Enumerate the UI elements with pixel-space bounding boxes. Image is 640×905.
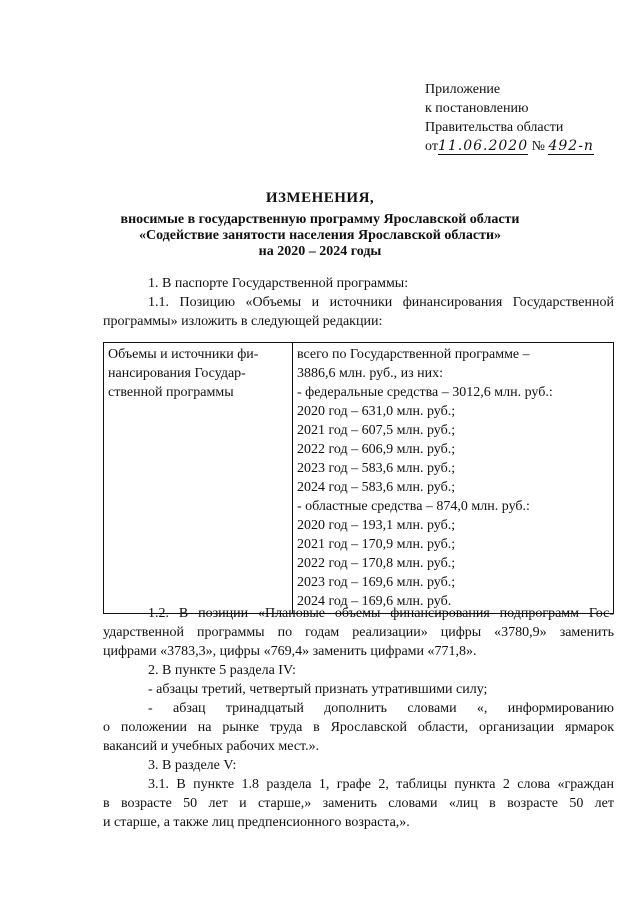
number-label: № (531, 139, 545, 154)
paragraph-1-2-line-3: цифрами «3783,3», цифры «769,4» заменить цифрами «771,8». (103, 644, 477, 659)
paragraph-2-b-line-3: вакансий и учебных рабочих мест.». (103, 739, 320, 754)
table-right-line: 2022 год – 606,9 млн. руб.; (297, 442, 456, 457)
paragraph-1: 1. В паспорте Государственной программы: (148, 276, 409, 291)
table-row (104, 343, 614, 614)
table-right-line: 3886,6 млн. руб., из них: (297, 366, 443, 381)
paragraph-2-a: - абзацы третий, четвертый признать утратившими силу; (148, 682, 488, 697)
table-right-line: 2021 год – 607,5 млн. руб.; (297, 423, 456, 438)
table-right-line: 2024 год – 583,6 млн. руб.; (297, 480, 456, 495)
paragraph-3-1-line-3: и старше, а также лиц предпенсионного возраста,». (103, 815, 410, 830)
from-label: от (425, 139, 438, 154)
handwritten-number: 492-п (548, 138, 594, 154)
table-cell-values (293, 343, 614, 614)
appendix-date-line (425, 137, 594, 156)
financing-table (103, 342, 614, 614)
table-right-line: - областные средства – 874,0 млн. руб.: (297, 499, 530, 514)
paragraph-1-2-line-1: 1.2. В позиции «Плановые объемы финансирования подпрограмм Гос- (148, 606, 614, 621)
table-right-line: 2023 год – 583,6 млн. руб.; (297, 461, 456, 476)
table-right-line: 2020 год – 631,0 млн. руб.; (297, 404, 456, 419)
table-right-line: 2020 год – 193,1 млн. руб.; (297, 518, 456, 533)
table-cell-label (104, 343, 293, 614)
paragraph-1-1-line-1: 1.1. Позицию «Объемы и источники финансирования Государственной (148, 295, 614, 310)
appendix-line-1: Приложение (425, 82, 501, 97)
table-right-line: 2021 год – 170,9 млн. руб.; (297, 537, 456, 552)
table-left-line: ственной программы (108, 385, 234, 400)
paragraph-1-1-line-2: программы» изложить в следующей редакции: (103, 314, 383, 329)
paragraph-1-2-line-2: ударственной программы по годам реализации» цифры «3780,9» заменить (103, 625, 614, 640)
paragraph-2-b-line-1: - абзац тринадцатый дополнить словами «, информированию (148, 701, 614, 716)
table-right-line: 2023 год – 169,6 млн. руб.; (297, 575, 456, 590)
paragraph-3-1-line-2: в возрасте 50 лет и старше,» заменить словами «лиц в возрасте 50 лет (103, 796, 614, 811)
table-right-line: 2024 год – 169,6 млн. руб. (297, 594, 452, 609)
title-line-3: «Содействие занятости населения Ярославской области» (138, 228, 502, 243)
table-left-line: нансирования Государ- (108, 366, 246, 381)
appendix-block (425, 80, 594, 156)
paragraph-2: 2. В пункте 5 раздела IV: (148, 663, 296, 678)
appendix-line-2: к постановлению (425, 101, 529, 116)
table-right-line: - федеральные средства – 3012,6 млн. руб.: (297, 385, 553, 400)
document-title (40, 190, 600, 260)
handwritten-date: 11.06.2020 (437, 138, 529, 154)
table-left-line: Объемы и источники фи- (108, 347, 259, 362)
title-line-2: вносимые в государственную программу Ярославской области (120, 212, 520, 227)
appendix-line-3: Правительства области (425, 120, 564, 135)
paragraph-3: 3. В разделе V: (148, 758, 237, 773)
title-heading: ИЗМЕНЕНИЯ, (265, 190, 375, 206)
paragraph-3-1-line-1: 3.1. В пункте 1.8 раздела 1, графе 2, таблицы пункта 2 слова «граждан (148, 777, 614, 792)
table-right-line: всего по Государственной программе – (297, 347, 530, 362)
paragraph-2-b-line-2: о положении на рынке труда в Ярославской области, организации ярмарок (103, 720, 614, 735)
table-right-line: 2022 год – 170,8 млн. руб.; (297, 556, 456, 571)
title-line-4: на 2020 – 2024 годы (258, 244, 382, 259)
